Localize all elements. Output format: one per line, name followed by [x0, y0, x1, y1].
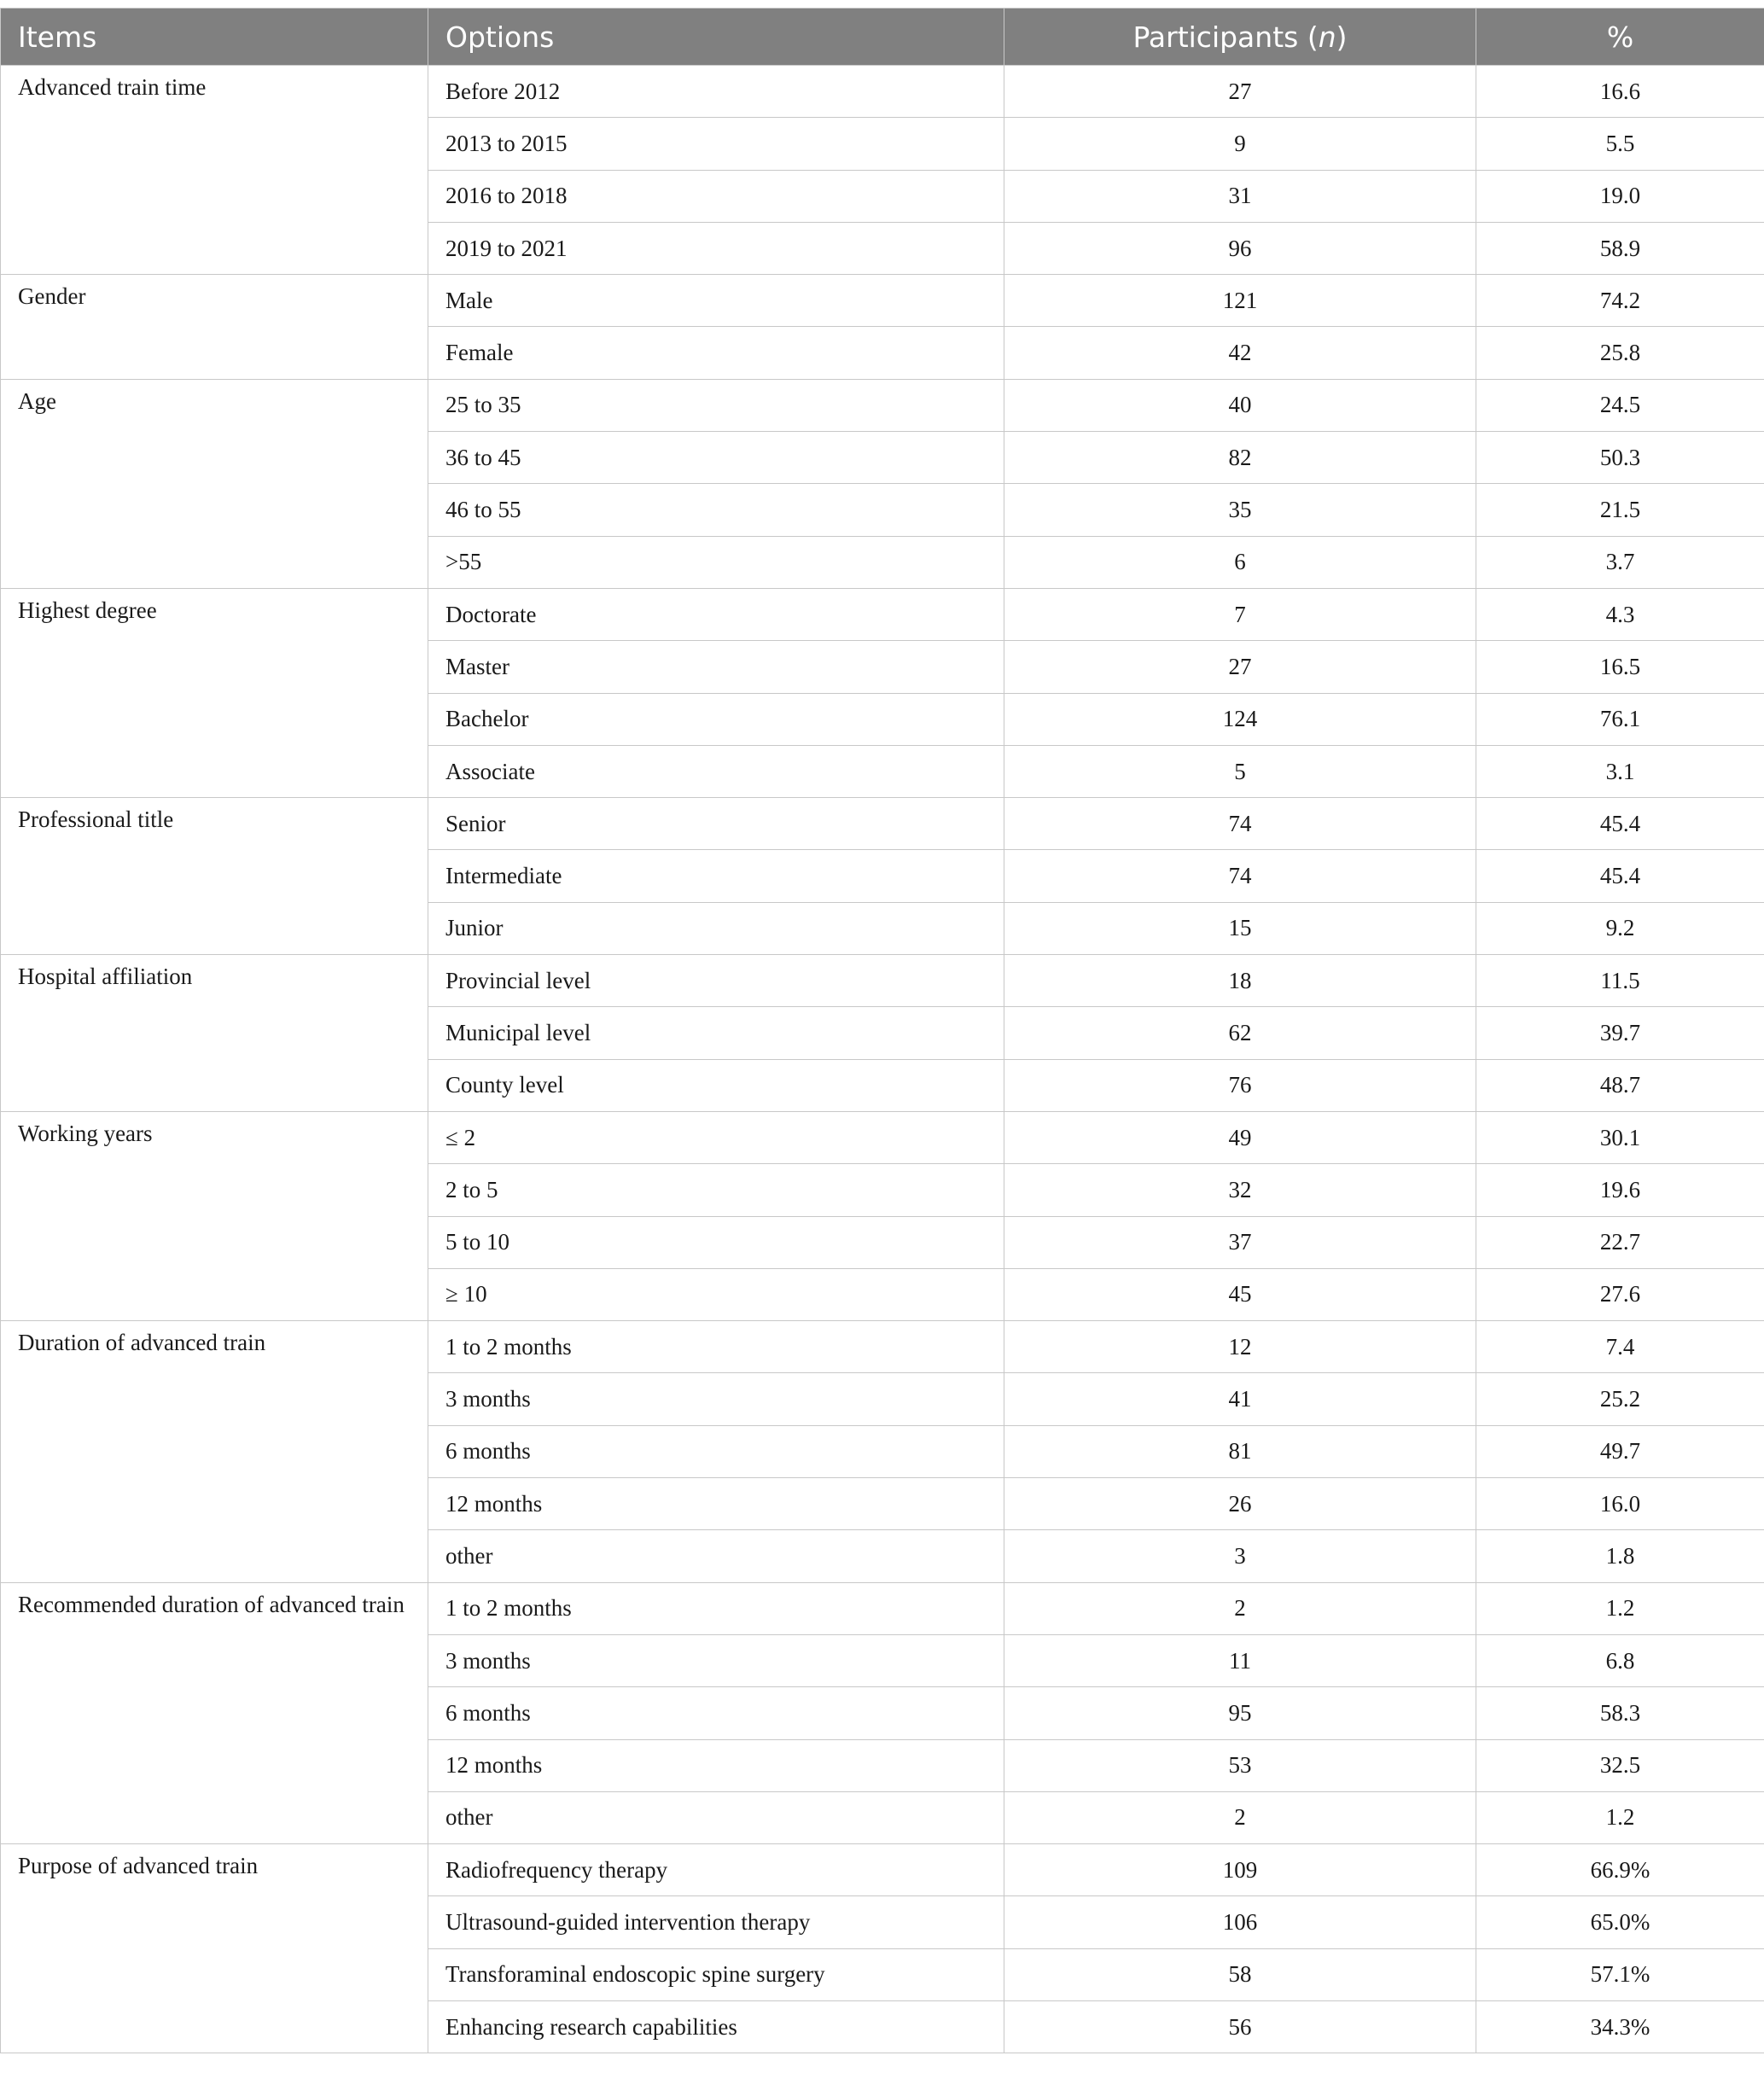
option-cell: 46 to 55 [428, 484, 1004, 536]
participants-cell: 109 [1004, 1844, 1476, 1896]
participants-cell: 53 [1004, 1739, 1476, 1791]
percent-cell: 45.4 [1476, 798, 1764, 850]
percent-cell: 65.0% [1476, 1896, 1764, 1948]
percent-cell: 1.2 [1476, 1582, 1764, 1634]
table-row [1, 379, 1764, 431]
participants-cell: 41 [1004, 1373, 1476, 1425]
option-cell: Junior [428, 902, 1004, 954]
percent-cell: 34.3% [1476, 2000, 1764, 2053]
table-row [1, 1582, 1764, 1634]
participants-cell: 2 [1004, 1582, 1476, 1634]
percent-cell: 57.1% [1476, 1948, 1764, 2000]
percent-cell: 58.9 [1476, 222, 1764, 274]
option-cell: Provincial level [428, 955, 1004, 1007]
percent-cell: 21.5 [1476, 484, 1764, 536]
option-cell: ≥ 10 [428, 1268, 1004, 1320]
item-cell: Professional title [1, 798, 428, 955]
percent-cell: 16.0 [1476, 1478, 1764, 1530]
percent-cell: 11.5 [1476, 955, 1764, 1007]
item-cell: Advanced train time [1, 66, 428, 275]
item-cell: Highest degree [1, 588, 428, 797]
option-cell: 2016 to 2018 [428, 170, 1004, 222]
option-cell: Transforaminal endoscopic spine surgery [428, 1948, 1004, 2000]
percent-cell: 24.5 [1476, 379, 1764, 431]
percent-cell: 25.2 [1476, 1373, 1764, 1425]
participants-cell: 37 [1004, 1216, 1476, 1268]
option-cell: ≤ 2 [428, 1111, 1004, 1163]
participants-cell: 32 [1004, 1164, 1476, 1216]
percent-cell: 7.4 [1476, 1321, 1764, 1373]
percent-cell: 22.7 [1476, 1216, 1764, 1268]
percent-cell: 3.7 [1476, 536, 1764, 588]
header-participants-suffix: ) [1336, 20, 1348, 54]
percent-cell: 30.1 [1476, 1111, 1764, 1163]
table-row [1, 798, 1764, 850]
participants-cell: 26 [1004, 1478, 1476, 1530]
table-row [1, 955, 1764, 1007]
option-cell: Intermediate [428, 850, 1004, 902]
participants-cell: 106 [1004, 1896, 1476, 1948]
participants-cell: 56 [1004, 2000, 1476, 2053]
participants-cell: 81 [1004, 1425, 1476, 1477]
option-cell: Female [428, 327, 1004, 379]
table-row [1, 588, 1764, 640]
percent-cell: 19.6 [1476, 1164, 1764, 1216]
percent-cell: 76.1 [1476, 693, 1764, 745]
participants-cell: 76 [1004, 1059, 1476, 1111]
data-table-container [0, 8, 1764, 2053]
item-cell: Duration of advanced train [1, 1321, 428, 1582]
option-cell: Master [428, 641, 1004, 693]
participants-cell: 49 [1004, 1111, 1476, 1163]
option-cell: 1 to 2 months [428, 1321, 1004, 1373]
participants-cell: 124 [1004, 693, 1476, 745]
option-cell: 25 to 35 [428, 379, 1004, 431]
participants-cell: 40 [1004, 379, 1476, 431]
percent-cell: 6.8 [1476, 1634, 1764, 1686]
option-cell: Before 2012 [428, 66, 1004, 118]
item-cell: Hospital affiliation [1, 955, 428, 1112]
participants-cell: 31 [1004, 170, 1476, 222]
percent-cell: 48.7 [1476, 1059, 1764, 1111]
option-cell: Bachelor [428, 693, 1004, 745]
percent-cell: 32.5 [1476, 1739, 1764, 1791]
table-row [1, 275, 1764, 327]
percent-cell: 50.3 [1476, 432, 1764, 484]
option-cell: 36 to 45 [428, 432, 1004, 484]
percent-cell: 66.9% [1476, 1844, 1764, 1896]
participants-cell: 45 [1004, 1268, 1476, 1320]
participants-cell: 42 [1004, 327, 1476, 379]
percent-cell: 4.3 [1476, 588, 1764, 640]
option-cell: Doctorate [428, 588, 1004, 640]
header-participants-prefix: Participants ( [1132, 20, 1319, 54]
participants-cell: 2 [1004, 1791, 1476, 1843]
participants-cell: 35 [1004, 484, 1476, 536]
participants-cell: 6 [1004, 536, 1476, 588]
table-body [1, 66, 1764, 2053]
option-cell: Ultrasound-guided intervention therapy [428, 1896, 1004, 1948]
percent-cell: 49.7 [1476, 1425, 1764, 1477]
participants-cell: 12 [1004, 1321, 1476, 1373]
option-cell: Enhancing research capabilities [428, 2000, 1004, 2053]
option-cell: 6 months [428, 1687, 1004, 1739]
percent-cell: 1.8 [1476, 1530, 1764, 1582]
option-cell: other [428, 1791, 1004, 1843]
header-participants [1004, 9, 1476, 66]
participants-cell: 27 [1004, 641, 1476, 693]
option-cell: Municipal level [428, 1007, 1004, 1059]
item-cell: Purpose of advanced train [1, 1844, 428, 2053]
participants-cell: 9 [1004, 118, 1476, 170]
option-cell: >55 [428, 536, 1004, 588]
participants-cell: 7 [1004, 588, 1476, 640]
option-cell: 3 months [428, 1634, 1004, 1686]
option-cell: 12 months [428, 1478, 1004, 1530]
percent-cell: 16.6 [1476, 66, 1764, 118]
percent-cell: 16.5 [1476, 641, 1764, 693]
option-cell: County level [428, 1059, 1004, 1111]
header-row [1, 9, 1764, 66]
item-cell: Gender [1, 275, 428, 380]
option-cell: 3 months [428, 1373, 1004, 1425]
participants-cell: 74 [1004, 850, 1476, 902]
option-cell: 2 to 5 [428, 1164, 1004, 1216]
percent-cell: 19.0 [1476, 170, 1764, 222]
option-cell: 2013 to 2015 [428, 118, 1004, 170]
participants-cell: 15 [1004, 902, 1476, 954]
table-row [1, 66, 1764, 118]
table-row [1, 1321, 1764, 1373]
participants-cell: 3 [1004, 1530, 1476, 1582]
header-participants-n: n [1318, 20, 1336, 54]
percent-cell: 25.8 [1476, 327, 1764, 379]
option-cell: 1 to 2 months [428, 1582, 1004, 1634]
option-cell: Male [428, 275, 1004, 327]
participants-cell: 58 [1004, 1948, 1476, 2000]
participants-cell: 95 [1004, 1687, 1476, 1739]
percent-cell: 27.6 [1476, 1268, 1764, 1320]
option-cell: Senior [428, 798, 1004, 850]
option-cell: Associate [428, 745, 1004, 797]
option-cell: 5 to 10 [428, 1216, 1004, 1268]
item-cell: Age [1, 379, 428, 588]
percent-cell: 39.7 [1476, 1007, 1764, 1059]
percent-cell: 3.1 [1476, 745, 1764, 797]
participants-cell: 82 [1004, 432, 1476, 484]
demographics-table [0, 8, 1764, 2053]
option-cell: 6 months [428, 1425, 1004, 1477]
option-cell: other [428, 1530, 1004, 1582]
option-cell: Radiofrequency therapy [428, 1844, 1004, 1896]
participants-cell: 96 [1004, 222, 1476, 274]
percent-cell: 5.5 [1476, 118, 1764, 170]
table-row [1, 1111, 1764, 1163]
item-cell: Working years [1, 1111, 428, 1320]
option-cell: 2019 to 2021 [428, 222, 1004, 274]
participants-cell: 11 [1004, 1634, 1476, 1686]
table-row [1, 1844, 1764, 1896]
participants-cell: 74 [1004, 798, 1476, 850]
percent-cell: 9.2 [1476, 902, 1764, 954]
header-options: Options [428, 9, 1004, 66]
header-percent: % [1476, 9, 1764, 66]
percent-cell: 1.2 [1476, 1791, 1764, 1843]
participants-cell: 62 [1004, 1007, 1476, 1059]
percent-cell: 74.2 [1476, 275, 1764, 327]
participants-cell: 121 [1004, 275, 1476, 327]
participants-cell: 27 [1004, 66, 1476, 118]
percent-cell: 45.4 [1476, 850, 1764, 902]
participants-cell: 18 [1004, 955, 1476, 1007]
header-items: Items [1, 9, 428, 66]
item-cell: Recommended duration of advanced train [1, 1582, 428, 1843]
option-cell: 12 months [428, 1739, 1004, 1791]
percent-cell: 58.3 [1476, 1687, 1764, 1739]
participants-cell: 5 [1004, 745, 1476, 797]
